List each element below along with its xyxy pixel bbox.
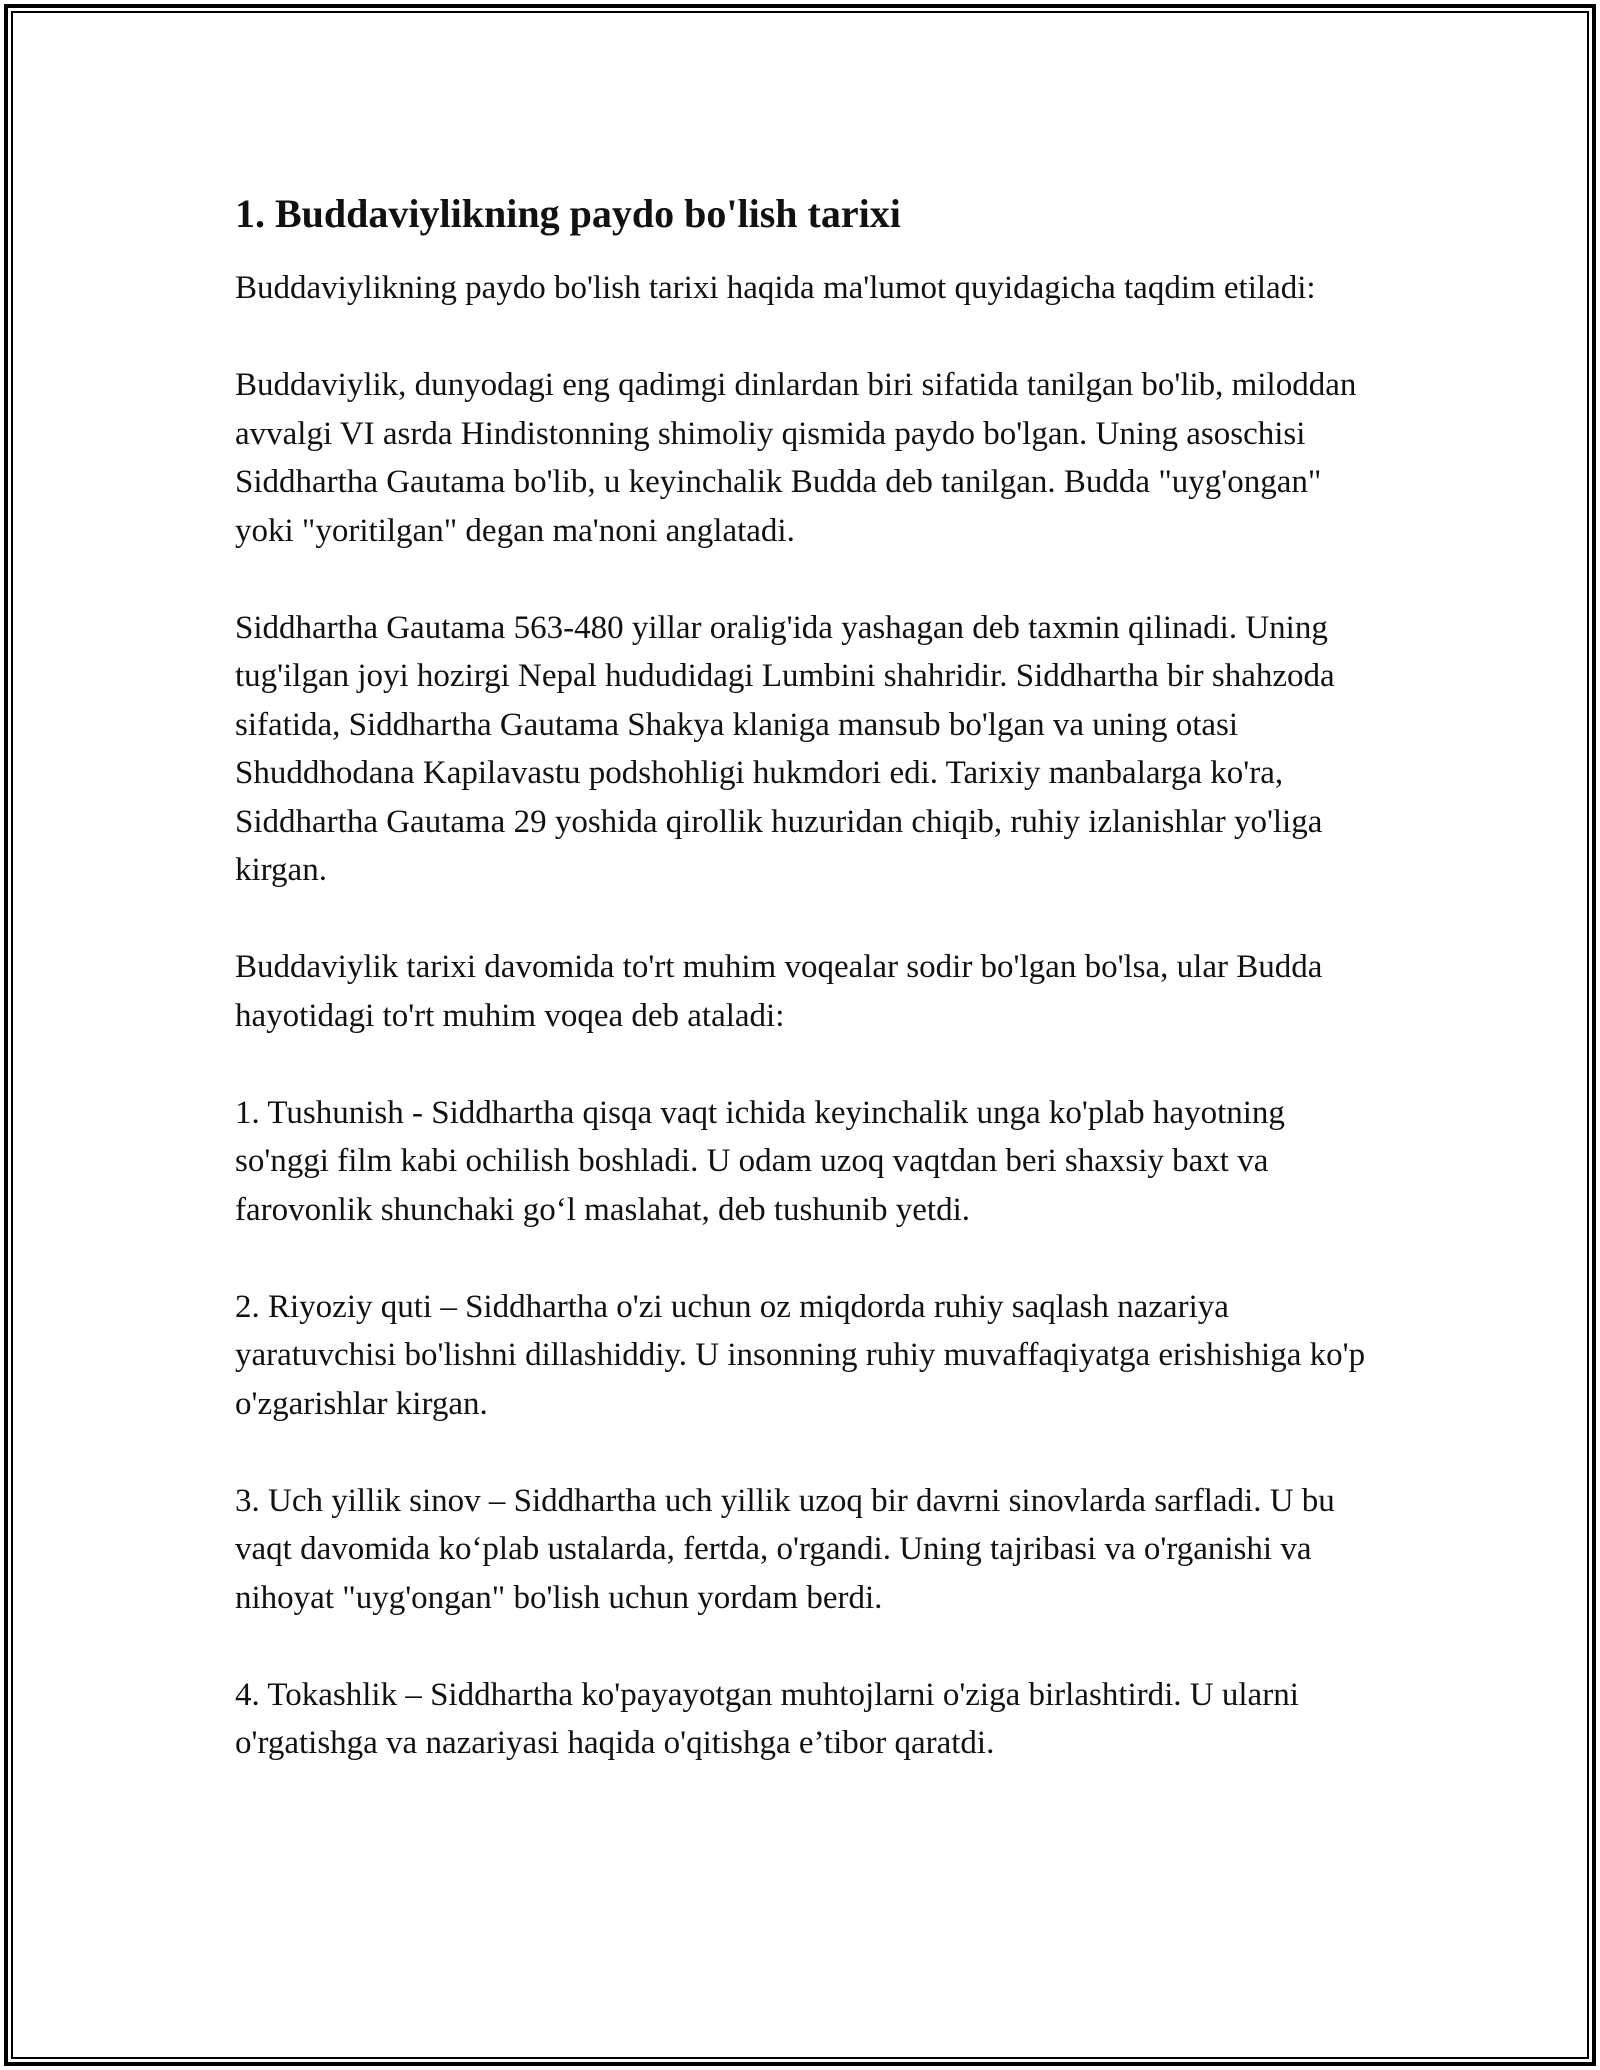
event-item-3: 3. Uch yillik sinov – Siddhartha uch yillik uzoq bir davrni sinovlarda sarfladi. U bu vaqt davomida ko‘plab ustalarda, fertda, o'rgandi. Uning tajribasi va o'rganishi va nihoyat "uyg'ongan" bo'lish uchun yordam berdi. (235, 1482, 1335, 1616)
section-title: 1. Buddaviylikning paydo bo'lish tarixi (235, 191, 901, 236)
event-item-1: 1. Tushunish - Siddhartha qisqa vaqt ichida keyinchalik unga ko'plab hayotning so'nggi film kabi ochilish boshladi. U odam uzoq vaqtdan beri shaxsiy baxt va farovonlik shunchaki go‘l maslahat, deb tushunib yetdi. (235, 1094, 1285, 1228)
intro-paragraph: Buddaviylikning paydo bo'lish tarixi haqida ma'lumot quyidagicha taqdim etiladi: (235, 270, 1316, 306)
origin-paragraph: Buddaviylik, dunyodagi eng qadimgi dinlardan biri sifatida tanilgan bo'lib, miloddan avvalgi VI asrda Hindistonning shimoliy qismida paydo bo'lgan. Uning asoschisi Siddhartha Gautama bo'lib, u keyinchalik Budda deb tanilgan. Budda "uyg'ongan" yoki "yoritilgan" degan ma'noni anglatadi. (235, 367, 1357, 549)
event-item-4: 4. Tokashlik – Siddhartha ko'payayotgan muhtojlarni o'ziga birlashtirdi. U ularni o'rgatishga va nazariyasi haqida o'qitishga e’tibor qaratdi. (235, 1676, 1299, 1761)
events-intro-paragraph: Buddaviylik tarixi davomida to'rt muhim voqealar sodir bo'lgan bo'lsa, ular Budda hayotidagi to'rt muhim voqea deb ataladi: (235, 949, 1323, 1034)
biography-paragraph: Siddhartha Gautama 563-480 yillar oralig'ida yashagan deb taxmin qilinadi. Uning tug'ilgan joyi hozirgi Nepal hududidagi Lumbini shahridir. Siddhartha bir shahzoda sifatida, Siddhartha Gautama Shakya klaniga mansub bo'lgan va uning otasi Shuddhodana Kapilavastu podshohligi hukmdori edi. Tarixiy manbalarga ko'ra, Siddhartha Gautama 29 yoshida qirollik huzuridan chiqib, ruhiy izlanishlar yo'liga kirgan. (235, 609, 1335, 888)
document-body (235, 186, 1385, 1816)
event-item-2: 2. Riyoziy quti – Siddhartha o'zi uchun oz miqdorda ruhiy saqlash nazariya yaratuvchisi bo'lishni dillashiddiy. U insonning ruhiy muvaffaqiyatga erishishiga ko'p o'zgarishlar kirgan. (235, 1288, 1366, 1422)
